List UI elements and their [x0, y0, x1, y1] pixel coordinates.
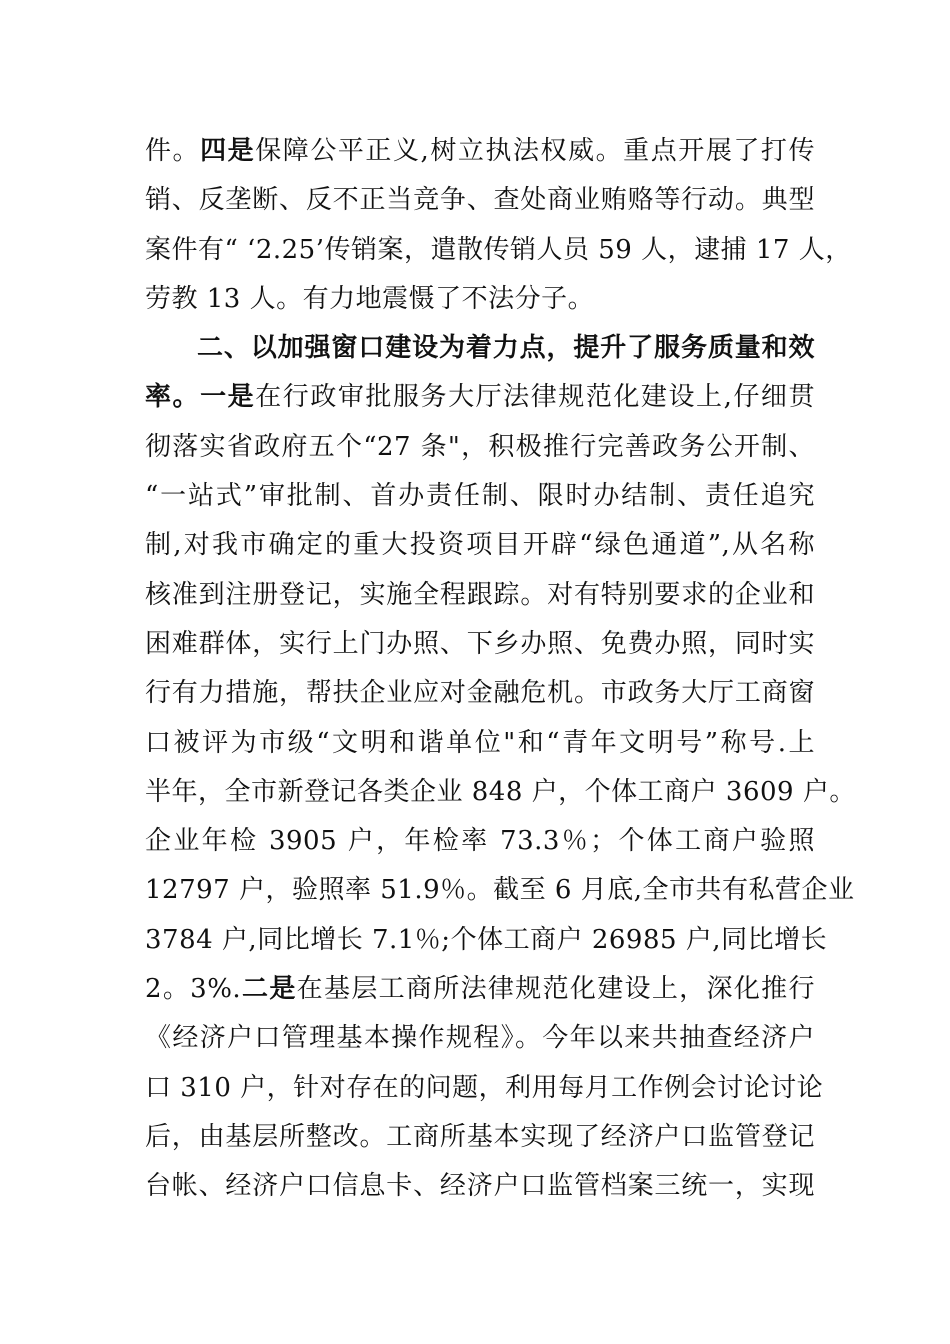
text-line: [145, 127, 815, 176]
text-run: 件。: [145, 136, 201, 166]
text-line: “一站式”审批制、首办责任制、限时办结制、责任追究: [145, 481, 815, 512]
section-heading: 二、以加强窗口建设为着力点，提升了服务质量和效: [197, 333, 815, 364]
bold-lead: 四是: [200, 136, 256, 166]
text-line: 案件有“ ‘2.25’传销案，遣散传销人员 59 人，逮捕 17 人，: [145, 234, 852, 265]
text-run: 在基层工商所法律规范化建设上，深化推行: [296, 974, 815, 1005]
text-run: 2。3%.: [145, 974, 242, 1005]
text-line: 制,对我市确定的重大投资项目开辟“绿色通道”,从名称: [145, 530, 815, 561]
text-line: 3784 户,同比增长 7.1％;个体工商户 26985 户,同比增长: [145, 924, 828, 955]
text-line: 口 310 户，针对存在的问题，利用每月工作例会讨论讨论: [145, 1072, 824, 1103]
text-run: 保障公平正义,树立执法权威。重点开展了打传: [255, 136, 815, 166]
bold-lead: 一是: [200, 382, 256, 413]
text-line: 后，由基层所整改。工商所基本实现了经济户口监管登记: [145, 1121, 815, 1152]
text-line: 行有力措施，帮扶企业应对金融危机。市政务大厅工商窗: [145, 678, 815, 709]
document-body: [145, 127, 856, 1212]
text-line: 销、反垄断、反不正当竞争、查处商业贿赂等行动。典型: [145, 185, 815, 216]
text-line: 劳教 13 人。有力地震慑了不法分子。: [145, 283, 595, 314]
text-line: 口被评为市级“文明和谐单位"和“青年文明号”称号.上: [145, 727, 815, 758]
text-line: 半年，全市新登记各类企业 848 户，个体工商户 3609 户。: [145, 776, 856, 807]
section-heading-end: 率。: [145, 382, 201, 413]
text-line: 12797 户，验照率 51.9％。截至 6 月底,全市共有私营企业: [145, 875, 855, 906]
text-line: [145, 965, 815, 1014]
text-line: 台帐、经济户口信息卡、经济户口监管档案三统一，实现: [145, 1171, 815, 1202]
bold-lead: 二是: [241, 974, 297, 1005]
text-line: 彻落实省政府五个“27 条"，积极推行完善政务公开制、: [145, 431, 815, 462]
text-line: 企业年检 3905 户，年检率 73.3％；个体工商户验照: [145, 826, 815, 857]
text-run: 在行政审批服务大厅法律规范化建设上,仔细贯: [255, 382, 815, 413]
text-line: 核准到注册登记，实施全程跟踪。对有特别要求的企业和: [145, 579, 815, 610]
text-line: 困难群体，实行上门办照、下乡办照、免费办照，同时实: [145, 628, 815, 659]
text-line: [145, 373, 815, 422]
text-line: 《经济户口管理基本操作规程》。今年以来共抽查经济户: [145, 1023, 815, 1054]
